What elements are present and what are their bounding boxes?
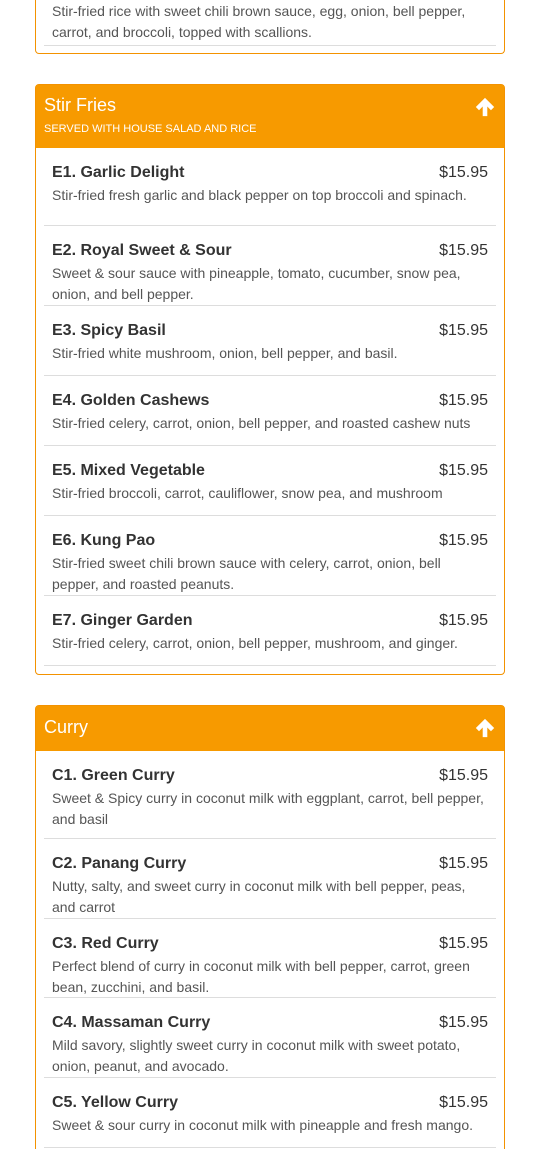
curry-items <box>36 751 504 1148</box>
menu-item[interactable] <box>44 1078 496 1148</box>
section-title: Stir Fries <box>44 95 116 115</box>
menu-item[interactable] <box>44 376 496 446</box>
menu-item[interactable] <box>44 306 496 376</box>
item-price: $15.95 <box>439 612 488 629</box>
fried-rice-items <box>36 0 504 46</box>
item-description: Nutty, salty, and sweet curry in coconut milk with bell pepper, peas, and carrot <box>52 878 466 915</box>
item-name: C1. Green Curry <box>52 767 175 784</box>
item-description: Mild savory, slightly sweet curry in coconut milk with sweet potato, onion, peanut, and avocado. <box>52 1037 461 1074</box>
item-price: $15.95 <box>439 462 488 479</box>
item-name: C4. Massaman Curry <box>52 1014 211 1031</box>
menu-item[interactable] <box>44 446 496 516</box>
arrow-up-icon[interactable] <box>474 96 496 118</box>
item-name: E2. Royal Sweet & Sour <box>52 242 232 259</box>
item-description: Stir-fried fresh garlic and black pepper on top broccoli and spinach. <box>52 187 467 203</box>
item-description: Sweet & sour sauce with pineapple, tomato, cucumber, snow pea, onion, and bell pepper. <box>52 265 461 302</box>
item-name: E5. Mixed Vegetable <box>52 462 205 479</box>
stir-fries-header <box>36 85 504 148</box>
item-description: Sweet & Spicy curry in coconut milk with eggplant, carrot, bell pepper, and basil <box>52 790 484 827</box>
stir-fries-items <box>36 148 504 666</box>
menu-item[interactable] <box>44 751 496 839</box>
curry-header <box>36 706 504 751</box>
menu-item[interactable] <box>44 839 496 919</box>
item-price: $15.95 <box>439 322 488 339</box>
item-price: $15.95 <box>439 1094 488 1111</box>
curry-panel <box>35 705 505 1149</box>
menu-item[interactable] <box>44 148 496 226</box>
arrow-up-icon[interactable] <box>474 717 496 739</box>
menu-item <box>44 0 496 46</box>
item-price: $15.95 <box>439 935 488 952</box>
item-name: C2. Panang Curry <box>52 855 187 872</box>
item-name: C5. Yellow Curry <box>52 1094 178 1111</box>
item-description: Sweet & sour curry in coconut milk with pineapple and fresh mango. <box>52 1117 473 1133</box>
item-price: $15.95 <box>439 532 488 549</box>
section-subtitle: SERVED WITH HOUSE SALAD AND RICE <box>44 123 257 135</box>
item-price: $15.95 <box>439 855 488 872</box>
item-name: E6. Kung Pao <box>52 532 156 549</box>
section-title: Curry <box>44 717 88 737</box>
item-description: Stir-fried rice with sweet chili brown sauce, egg, onion, bell pepper, carrot, and broccoli, topped with scallions. <box>52 3 466 40</box>
stir-fries-panel <box>35 84 505 675</box>
item-name: E7. Ginger Garden <box>52 612 193 629</box>
item-price: $15.95 <box>439 767 488 784</box>
menu-item[interactable] <box>44 226 496 306</box>
item-description: Stir-fried broccoli, carrot, cauliflower, snow pea, and mushroom <box>52 485 443 501</box>
item-name: E4. Golden Cashews <box>52 392 210 409</box>
item-name: C3. Red Curry <box>52 935 159 952</box>
item-name: E3. Spicy Basil <box>52 322 166 339</box>
item-price: $15.95 <box>439 242 488 259</box>
menu-item[interactable] <box>44 516 496 596</box>
item-description: Stir-fried celery, carrot, onion, bell pepper, and roasted cashew nuts <box>52 415 471 431</box>
item-description: Stir-fried sweet chili brown sauce with celery, carrot, onion, bell pepper, and roasted peanuts. <box>52 555 441 592</box>
item-name: E1. Garlic Delight <box>52 164 185 181</box>
item-description: Perfect blend of curry in coconut milk with bell pepper, carrot, green bean, zucchini, and basil. <box>52 958 470 995</box>
item-price: $15.95 <box>439 1014 488 1031</box>
item-price: $15.95 <box>439 392 488 409</box>
menu-item[interactable] <box>44 998 496 1078</box>
item-description: Stir-fried celery, carrot, onion, bell pepper, mushroom, and ginger. <box>52 635 458 651</box>
item-description: Stir-fried white mushroom, onion, bell pepper, and basil. <box>52 345 398 361</box>
item-price: $15.95 <box>439 164 488 181</box>
menu-item[interactable] <box>44 919 496 998</box>
menu-item[interactable] <box>44 596 496 666</box>
fried-rice-panel <box>35 0 505 54</box>
